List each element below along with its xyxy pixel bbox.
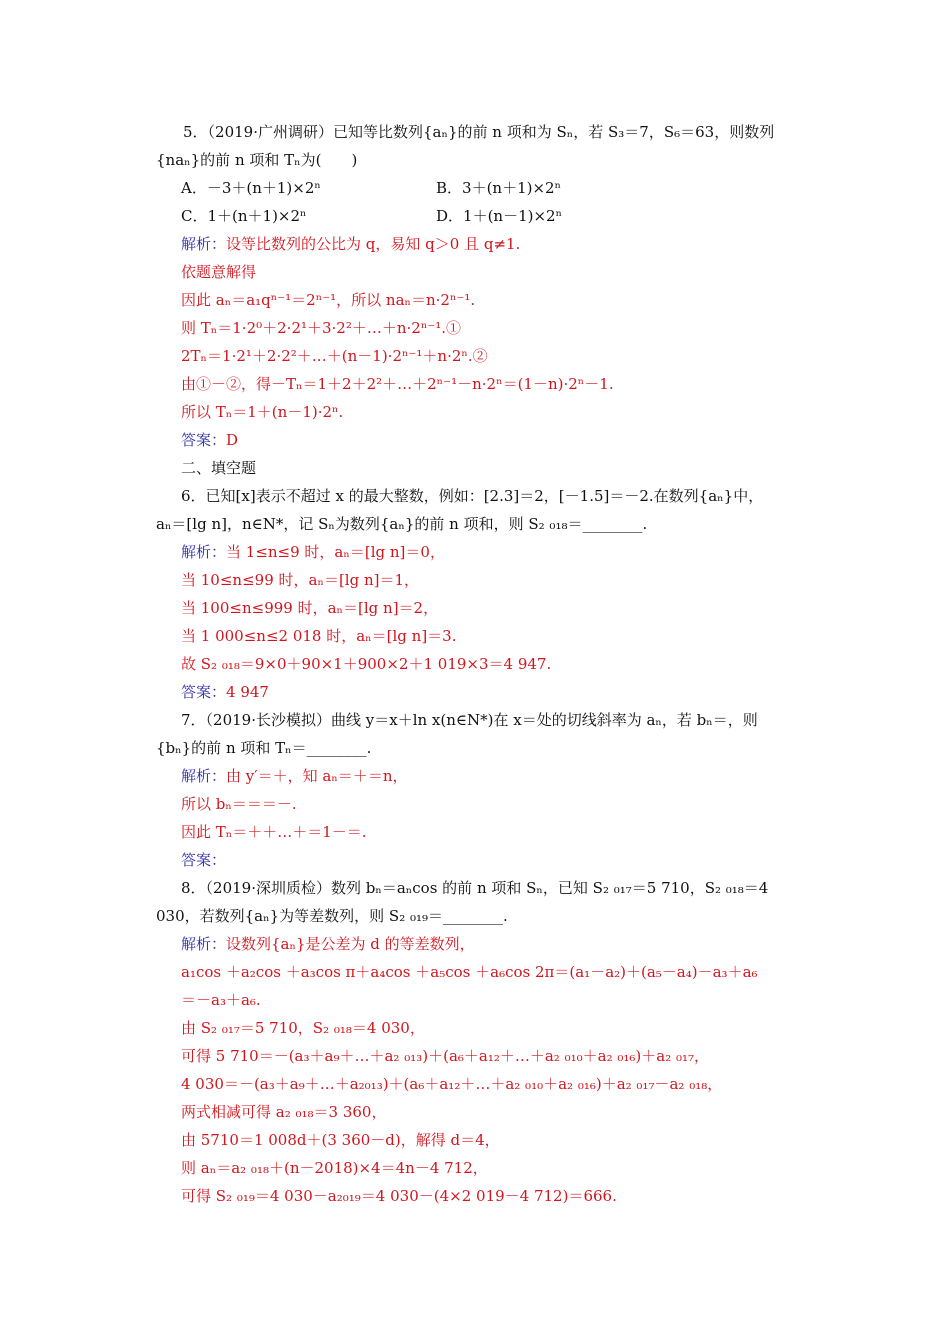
option-b: B．3＋(n＋1)×2ⁿ	[436, 179, 562, 197]
problem-5-stem-cont: {naₙ}的前 n 项和 Tₙ为( )	[156, 151, 358, 169]
answer-6: 答案：4 947	[181, 683, 269, 701]
problem-8-stem: 8．（2019·深圳质检）数列 bₙ＝aₙcos 的前 n 项和 Sₙ，已知 S₂ ₀₁₇＝5 710，S₂ ₀₁₈＝4	[181, 879, 769, 897]
solution-label: 解析：	[181, 543, 227, 561]
solution-7-line-2: 所以 bₙ＝＝＝－.	[181, 795, 297, 813]
solution-label: 解析：	[181, 767, 227, 785]
solution-label: 解析：	[181, 935, 227, 953]
solution-8-line-7: 两式相减可得 a₂ ₀₁₈＝3 360，	[181, 1103, 387, 1121]
section-heading: 二、填空题	[181, 459, 257, 477]
solution-5-line-3: 因此 aₙ＝a₁qⁿ⁻¹＝2ⁿ⁻¹，所以 naₙ＝n·2ⁿ⁻¹.	[181, 291, 476, 309]
solution-6-line-3: 当 100≤n≤999 时，aₙ＝[lg n]＝2，	[181, 599, 439, 617]
problem-5-stem: 5．（2019·广州调研）已知等比数列{aₙ}的前 n 项和为 Sₙ，若 S₃＝7，S₆＝63，则数列	[183, 123, 775, 141]
solution-5-line-7: 所以 Tₙ＝1＋(n－1)·2ⁿ.	[181, 403, 344, 421]
solution-7-line-1: 解析：由 y′＝＋，知 aₙ＝＋＝n，	[181, 767, 408, 785]
answer-label: 答案：	[181, 851, 227, 869]
option-d: D．1＋(n－1)×2ⁿ	[436, 207, 563, 225]
solution-6-line-2: 当 10≤n≤99 时，aₙ＝[lg n]＝1，	[181, 571, 420, 589]
problem-8-stem-cont: 030，若数列{aₙ}为等差数列，则 S₂ ₀₁₉＝________.	[156, 907, 508, 925]
solution-8-line-4: 由 S₂ ₀₁₇＝5 710，S₂ ₀₁₈＝4 030，	[181, 1019, 425, 1037]
problem-7-stem: 7．（2019·长沙模拟）曲线 y＝x＋ln x(n∈N*)在 x＝处的切线斜率为 aₙ，若 bₙ＝，则	[181, 711, 758, 729]
solution-5-line-1: 解析：设等比数列的公比为 q，易知 q＞0 且 q≠1.	[181, 235, 521, 253]
option-c: C．1＋(n＋1)×2ⁿ	[181, 207, 307, 225]
problem-7-stem-cont: {bₙ}的前 n 项和 Tₙ＝________.	[156, 739, 372, 757]
solution-7-line-3: 因此 Tₙ＝＋＋…＋＝1－＝.	[181, 823, 367, 841]
solution-label: 解析：	[181, 235, 227, 253]
solution-8-line-10: 可得 S₂ ₀₁₉＝4 030－a₂₀₁₉＝4 030－(4×2 019－4 712)＝666.	[181, 1187, 617, 1205]
solution-8-line-9: 则 aₙ＝a₂ ₀₁₈＋(n－2018)×4＝4n－4 712，	[181, 1159, 488, 1177]
solution-6-line-4: 当 1 000≤n≤2 018 时，aₙ＝[lg n]＝3.	[181, 627, 457, 645]
solution-5-line-2: 依题意解得	[181, 263, 257, 281]
solution-8-line-3: ＝－a₃＋a₆.	[181, 991, 261, 1009]
solution-8-line-1: 解析：设数列{aₙ}是公差为 d 的等差数列，	[181, 935, 475, 953]
problem-6-stem: 6．已知[x]表示不超过 x 的最大整数，例如：[2.3]＝2，[－1.5]＝－2.在数列{aₙ}中，	[181, 487, 764, 505]
answer-7	[181, 850, 226, 870]
solution-8-line-6: 4 030＝－(a₃＋a₉＋…＋a₂₀₁₃)＋(a₆＋a₁₂＋…＋a₂ ₀₁₀＋a₂ ₀₁₆)＋a₂ ₀₁₇－a₂ ₀₁₈，	[181, 1075, 723, 1093]
solution-5-line-6: 由①－②，得－Tₙ＝1＋2＋2²＋…＋2ⁿ⁻¹－n·2ⁿ＝(1－n)·2ⁿ－1.	[181, 375, 614, 393]
answer-label: 答案：	[181, 683, 227, 701]
answer-5: 答案：D	[181, 431, 239, 449]
solution-8-line-5: 可得 5 710＝－(a₃＋a₉＋…＋a₂ ₀₁₃)＋(a₆＋a₁₂＋…＋a₂ ₀₁₀＋a₂ ₀₁₆)＋a₂ ₀₁₇，	[181, 1047, 710, 1065]
solution-6-line-5: 故 S₂ ₀₁₈＝9×0＋90×1＋900×2＋1 019×3＝4 947.	[181, 655, 552, 673]
solution-6-line-1: 解析：当 1≤n≤9 时，aₙ＝[lg n]＝0，	[181, 543, 445, 561]
solution-5-line-5: 2Tₙ＝1·2¹＋2·2²＋…＋(n－1)·2ⁿ⁻¹＋n·2ⁿ.②	[181, 347, 488, 365]
problem-6-stem-cont: aₙ＝[lg n]，n∈N*，记 Sₙ为数列{aₙ}的前 n 项和，则 S₂ ₀₁₈＝________.	[156, 515, 648, 533]
option-a: A．－3＋(n＋1)×2ⁿ	[181, 179, 321, 197]
solution-8-line-2: a₁cos ＋a₂cos ＋a₃cos π＋a₄cos ＋a₅cos ＋a₆cos 2π＝(a₁－a₂)＋(a₅－a₄)－a₃＋a₆	[181, 963, 758, 981]
solution-5-line-4: 则 Tₙ＝1·2⁰＋2·2¹＋3·2²＋…＋n·2ⁿ⁻¹.①	[181, 319, 462, 337]
answer-label: 答案：	[181, 431, 227, 449]
solution-8-line-8: 由 5710＝1 008d＋(3 360－d)，解得 d＝4，	[181, 1131, 500, 1149]
